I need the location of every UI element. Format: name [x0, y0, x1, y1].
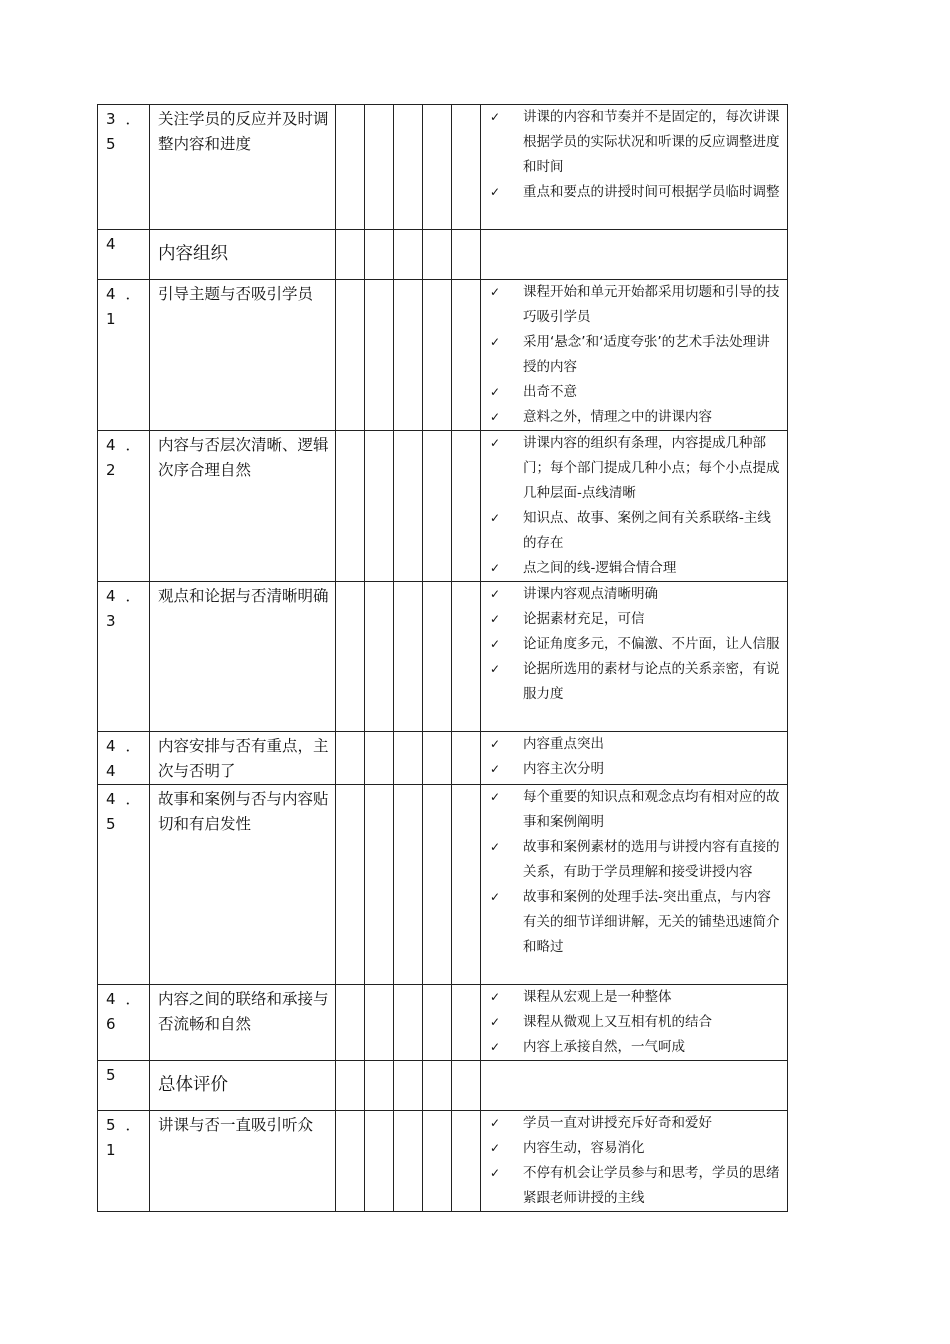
notes-list [481, 105, 781, 205]
score-cell[interactable] [394, 280, 423, 431]
check-icon: ✓ [490, 990, 501, 1004]
note-item [481, 757, 781, 782]
score-cell[interactable] [336, 785, 365, 985]
row-item: 讲课与否一直吸引听众 [150, 1111, 336, 1212]
score-cell[interactable] [336, 431, 365, 582]
notes-list [481, 785, 781, 960]
note-item [481, 632, 781, 657]
note-text: 采用‘悬念’和‘适度夸张’的艺术手法处理讲授的内容 [523, 334, 770, 375]
check-icon: ✓ [490, 285, 501, 299]
table-row [98, 582, 788, 732]
note-item [481, 180, 781, 205]
note-text: 内容生动，容易消化 [523, 1140, 645, 1156]
row-number-part2: 5 [106, 815, 116, 833]
note-item [481, 280, 781, 330]
check-icon: ✓ [490, 185, 501, 199]
note-text: 意料之外，情理之中的讲课内容 [523, 409, 712, 425]
note-text: 论据所选用的素材与论点的关系亲密，有说服力度 [523, 661, 780, 702]
row-number-part1: 4． [106, 737, 151, 755]
score-cell[interactable] [394, 230, 423, 280]
check-icon: ✓ [490, 840, 501, 854]
row-number-part1: 4． [106, 990, 151, 1008]
row-number [98, 1061, 150, 1111]
note-text: 重点和要点的讲授时间可根据学员临时调整 [523, 184, 780, 200]
note-item [481, 405, 781, 430]
row-item: 内容之间的联络和承接与否流畅和自然 [150, 985, 336, 1061]
row-item: 总体评价 [150, 1061, 336, 1111]
score-cell[interactable] [423, 280, 452, 431]
score-cell[interactable] [423, 105, 452, 230]
score-cell[interactable] [452, 1061, 481, 1111]
check-icon: ✓ [490, 385, 501, 399]
note-item [481, 330, 781, 380]
note-item [481, 835, 781, 885]
score-cell[interactable] [394, 1061, 423, 1111]
score-cell[interactable] [336, 985, 365, 1061]
note-text: 故事和案例的处理手法-突出重点，与内容有关的细节详细讲解，无关的铺垫迅速简介和略过 [523, 889, 780, 955]
row-number-part2: 2 [106, 461, 116, 479]
note-text: 故事和案例素材的选用与讲授内容有直接的关系，有助于学员理解和接受讲授内容 [523, 839, 780, 880]
notes-list [481, 985, 781, 1060]
score-cell[interactable] [336, 582, 365, 732]
score-cell[interactable] [365, 985, 394, 1061]
score-cell[interactable] [336, 230, 365, 280]
score-cell[interactable] [423, 985, 452, 1061]
row-number-part1: 4． [106, 587, 151, 605]
score-cell[interactable] [394, 431, 423, 582]
notes-list [481, 582, 781, 707]
row-notes [481, 582, 788, 732]
notes-list [481, 1111, 781, 1211]
check-icon: ✓ [490, 612, 501, 626]
note-text: 内容重点突出 [523, 736, 604, 752]
row-number [98, 431, 150, 582]
score-cell[interactable] [423, 732, 452, 785]
score-cell[interactable] [423, 1061, 452, 1111]
row-number-part2: 6 [106, 1015, 116, 1033]
row-number-part1: 3． [106, 110, 151, 128]
score-cell[interactable] [336, 1061, 365, 1111]
table-row [98, 985, 788, 1061]
row-number [98, 1111, 150, 1212]
table-row [98, 280, 788, 431]
table-row [98, 785, 788, 985]
row-number-part2: 4 [106, 762, 116, 780]
note-item [481, 885, 781, 960]
note-text: 讲课内容观点清晰明确 [523, 586, 658, 602]
score-cell[interactable] [336, 732, 365, 785]
note-item [481, 380, 781, 405]
score-cell[interactable] [365, 280, 394, 431]
score-cell[interactable] [423, 785, 452, 985]
score-cell[interactable] [336, 280, 365, 431]
note-item [481, 1035, 781, 1060]
table-row [98, 431, 788, 582]
check-icon: ✓ [490, 561, 501, 575]
row-number-part2: 3 [106, 612, 116, 630]
score-cell[interactable] [336, 105, 365, 230]
note-text: 课程开始和单元开始都采用切题和引导的技巧吸引学员 [523, 284, 780, 325]
note-text: 点之间的线-逻辑合情合理 [523, 560, 677, 576]
score-cell[interactable] [365, 230, 394, 280]
check-icon: ✓ [490, 1141, 501, 1155]
note-text: 每个重要的知识点和观念点均有相对应的故事和案例阐明 [523, 789, 780, 830]
row-item: 内容安排与否有重点，主次与否明了 [150, 732, 336, 785]
row-item: 观点和论据与否清晰明确 [150, 582, 336, 732]
check-icon: ✓ [490, 1015, 501, 1029]
check-icon: ✓ [490, 662, 501, 676]
row-item: 内容与否层次清晰、逻辑次序合理自然 [150, 431, 336, 582]
note-item [481, 985, 781, 1010]
score-cell[interactable] [394, 105, 423, 230]
score-cell[interactable] [394, 732, 423, 785]
row-notes [481, 985, 788, 1061]
check-icon: ✓ [490, 890, 501, 904]
row-item: 内容组织 [150, 230, 336, 280]
check-icon: ✓ [490, 110, 501, 124]
score-cell[interactable] [452, 1111, 481, 1212]
note-item [481, 582, 781, 607]
score-cell[interactable] [365, 785, 394, 985]
row-notes [481, 105, 788, 230]
row-notes [481, 732, 788, 785]
row-number-part1: 4． [106, 285, 151, 303]
table-row [98, 230, 788, 280]
note-item [481, 431, 781, 506]
table-body [98, 105, 788, 1212]
row-number [98, 785, 150, 985]
note-text: 内容上承接自然，一气呵成 [523, 1039, 685, 1055]
row-number-part2: 1 [106, 1141, 116, 1159]
check-icon: ✓ [490, 1116, 501, 1130]
check-icon: ✓ [490, 790, 501, 804]
note-item [481, 1161, 781, 1211]
note-item [481, 657, 781, 707]
row-number-part1: 4． [106, 790, 151, 808]
row-number-part2: 1 [106, 310, 116, 328]
score-cell[interactable] [452, 582, 481, 732]
score-cell[interactable] [452, 431, 481, 582]
row-item: 故事和案例与否与内容贴切和有启发性 [150, 785, 336, 985]
check-icon: ✓ [490, 335, 501, 349]
score-cell[interactable] [365, 732, 394, 785]
score-cell[interactable] [365, 1061, 394, 1111]
score-cell[interactable] [394, 985, 423, 1061]
check-icon: ✓ [490, 410, 501, 424]
score-cell[interactable] [394, 1111, 423, 1212]
row-number-part1: 5 [106, 1066, 126, 1084]
row-notes [481, 431, 788, 582]
row-number [98, 732, 150, 785]
check-icon: ✓ [490, 737, 501, 751]
note-text: 论据素材充足，可信 [523, 611, 645, 627]
table-row [98, 1061, 788, 1111]
note-text: 课程从微观上又互相有机的结合 [523, 1014, 712, 1030]
row-item: 引导主题与否吸引学员 [150, 280, 336, 431]
score-cell[interactable] [452, 732, 481, 785]
row-number [98, 280, 150, 431]
score-cell[interactable] [452, 985, 481, 1061]
score-cell[interactable] [423, 582, 452, 732]
row-notes [481, 230, 788, 280]
check-icon: ✓ [490, 1166, 501, 1180]
score-cell[interactable] [452, 230, 481, 280]
row-number [98, 230, 150, 280]
row-number-part1: 4． [106, 436, 151, 454]
notes-list [481, 732, 781, 782]
row-number [98, 985, 150, 1061]
note-text: 讲课内容的组织有条理，内容提成几种部门；每个部门提成几种小点；每个小点提成几种层面-点线清晰 [523, 435, 780, 501]
row-notes [481, 1111, 788, 1212]
score-cell[interactable] [452, 785, 481, 985]
score-cell[interactable] [365, 582, 394, 732]
score-cell[interactable] [423, 431, 452, 582]
check-icon: ✓ [490, 587, 501, 601]
note-text: 课程从宏观上是一种整体 [523, 989, 672, 1005]
note-item [481, 105, 781, 180]
note-text: 学员一直对讲授充斥好奇和爱好 [523, 1115, 712, 1131]
table-row [98, 732, 788, 785]
score-cell[interactable] [365, 105, 394, 230]
note-item [481, 732, 781, 757]
row-notes [481, 785, 788, 985]
note-item [481, 1111, 781, 1136]
row-number [98, 582, 150, 732]
check-icon: ✓ [490, 1040, 501, 1054]
note-text: 不停有机会让学员参与和思考，学员的思绪紧跟老师讲授的主线 [523, 1165, 780, 1206]
table-row [98, 105, 788, 230]
note-item [481, 785, 781, 835]
note-text: 论证角度多元，不偏激、不片面，让人信服 [523, 636, 780, 652]
note-text: 内容主次分明 [523, 761, 604, 777]
notes-list [481, 431, 781, 581]
row-number-part1: 5． [106, 1116, 151, 1134]
score-cell[interactable] [394, 582, 423, 732]
score-cell[interactable] [394, 785, 423, 985]
score-cell[interactable] [365, 431, 394, 582]
note-item [481, 506, 781, 556]
check-icon: ✓ [490, 436, 501, 450]
notes-list [481, 280, 781, 430]
note-text: 出奇不意 [523, 384, 577, 400]
score-cell[interactable] [336, 1111, 365, 1212]
row-number [98, 105, 150, 230]
note-text: 讲课的内容和节奏并不是固定的，每次讲课根据学员的实际状况和听课的反应调整进度和时间 [523, 109, 780, 175]
check-icon: ✓ [490, 762, 501, 776]
note-item [481, 607, 781, 632]
row-item: 关注学员的反应并及时调整内容和进度 [150, 105, 336, 230]
note-item [481, 1136, 781, 1161]
check-icon: ✓ [490, 511, 501, 525]
table-row [98, 1111, 788, 1212]
row-number-part2: 5 [106, 135, 116, 153]
note-item [481, 556, 781, 581]
note-item [481, 1010, 781, 1035]
score-cell[interactable] [423, 230, 452, 280]
score-cell[interactable] [423, 1111, 452, 1212]
score-cell[interactable] [452, 105, 481, 230]
score-cell[interactable] [365, 1111, 394, 1212]
row-number-part1: 4 [106, 235, 126, 253]
evaluation-table [97, 104, 788, 1212]
note-text: 知识点、故事、案例之间有关系联络-主线的存在 [523, 510, 771, 551]
row-notes [481, 280, 788, 431]
check-icon: ✓ [490, 637, 501, 651]
score-cell[interactable] [452, 280, 481, 431]
row-notes [481, 1061, 788, 1111]
